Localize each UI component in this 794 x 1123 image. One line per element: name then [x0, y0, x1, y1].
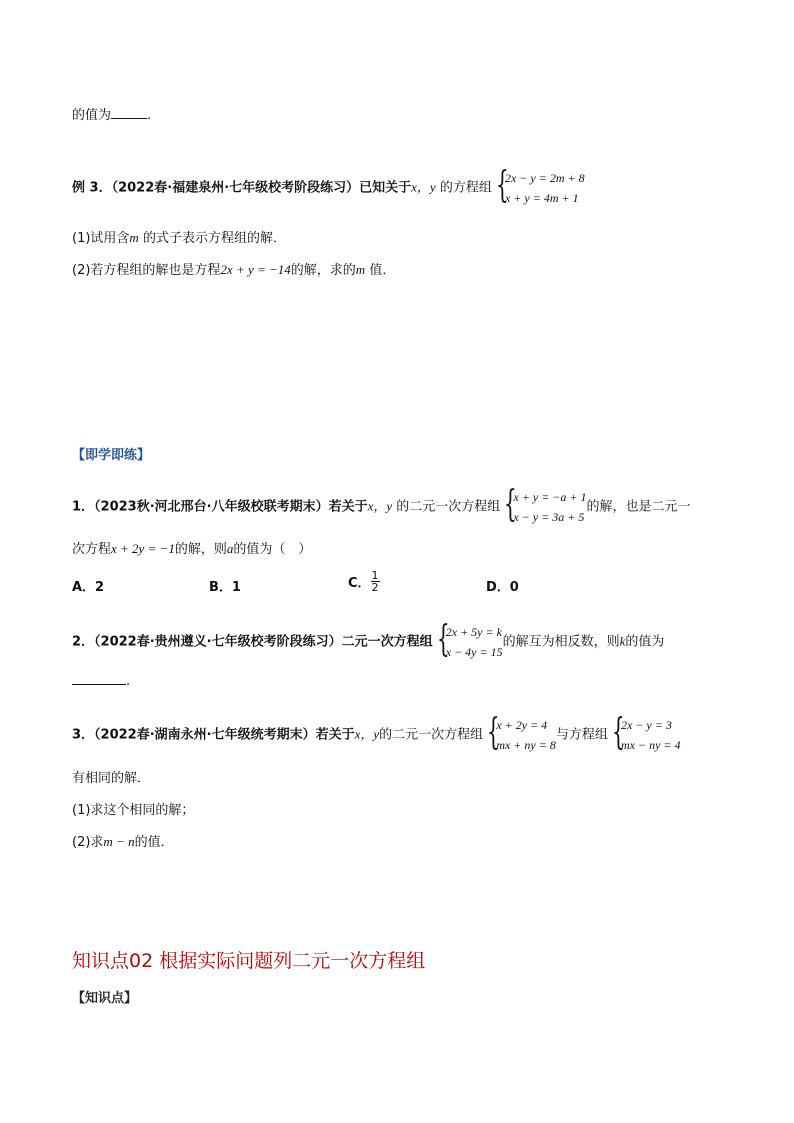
- problem1-stem: 1．（2023秋·河北邢台·八年级校联考期末）若关于x，y 的二元一次方程组 { x + y = −a + 1 x − y = 3a + 5 的解，也是二元一: [72, 484, 691, 525]
- problem3-system-1: { x + 2y = 4 mx + ny = 8: [487, 712, 556, 753]
- problem2-system: { 2x + 5y = k x − 4y = 15: [436, 619, 503, 660]
- problem3-stem: 3．（2022春·湖南永州·七年级统考期末）若关于x，y的二元一次方程组 { x + 2y = 4 mx + ny = 8 与方程组 { 2x − y = 3 mx − ny = 4: [72, 712, 681, 753]
- example3-question-1: (1)试用含m 的式子表示方程组的解．: [72, 230, 286, 246]
- brace-icon: {: [436, 619, 450, 660]
- problem3-source: ．（2022春·湖南永州·七年级统考期末）若关于: [81, 727, 355, 743]
- brace-icon: {: [611, 712, 625, 753]
- problem3-system-2: { 2x − y = 3 mx − ny = 4: [611, 712, 681, 753]
- brace-icon: {: [504, 484, 518, 525]
- option-a[interactable]: A．2: [72, 580, 105, 595]
- fraction: $\frac{1}{2}$: [371, 569, 379, 594]
- option-d[interactable]: D．0: [486, 580, 519, 595]
- example3-source: ．（2022春·福建泉州·七年级校考阶段练习）已知关于: [98, 180, 412, 196]
- knowledge-tag: 【知识点】: [72, 991, 138, 1006]
- problem2-stem: 2．（2022春·贵州遵义·七年级校考阶段练习）二元一次方程组 { 2x + 5y = k x − 4y = 15 的解互为相反数，则k的值为: [72, 619, 665, 660]
- option-c[interactable]: C． $\frac{1}{2}$: [348, 569, 379, 594]
- problem1-source: ．（2023秋·河北邢台·八年级校联考期末）若关于: [81, 499, 368, 515]
- problem2-answer-line: .: [72, 674, 130, 689]
- problem1-line2: 次方程x + 2y = −1的解，则a的值为（ ）: [72, 541, 312, 557]
- example3-stem: 例 3．（2022春·福建泉州·七年级校考阶段练习）已知关于x，y 的方程组 { 2x − y = 2m + 8 x + y = 4m + 1: [72, 165, 585, 206]
- example3-question-2: (2)若方程组的解也是方程2x + y = −14的解，求的m 值．: [72, 262, 396, 278]
- practice-heading: 【即学即练】: [72, 448, 151, 463]
- brace-icon: {: [487, 712, 500, 753]
- section-heading: 知识点02 根据实际问题列二元一次方程组: [72, 950, 426, 972]
- problem1-system: { x + y = −a + 1 x − y = 3a + 5: [504, 484, 587, 525]
- problem2-source: ．（2022春·贵州遵义·七年级校考阶段练习）二元一次方程组: [81, 634, 433, 650]
- problem3-question-1: (1)求这个相同的解；: [72, 803, 195, 818]
- answer-blank[interactable]: [111, 108, 147, 119]
- problem3-line2: 有相同的解．: [72, 771, 151, 786]
- problem3-question-2: (2)求m − n的值．: [72, 834, 174, 850]
- brace-icon: {: [495, 165, 509, 206]
- option-b[interactable]: B．1: [209, 580, 241, 595]
- intro-line: 的值为 .: [72, 108, 152, 123]
- example3-label: 例 3: [72, 180, 99, 196]
- answer-blank[interactable]: [72, 674, 126, 685]
- example3-system: { 2x − y = 2m + 8 x + y = 4m + 1: [495, 165, 585, 206]
